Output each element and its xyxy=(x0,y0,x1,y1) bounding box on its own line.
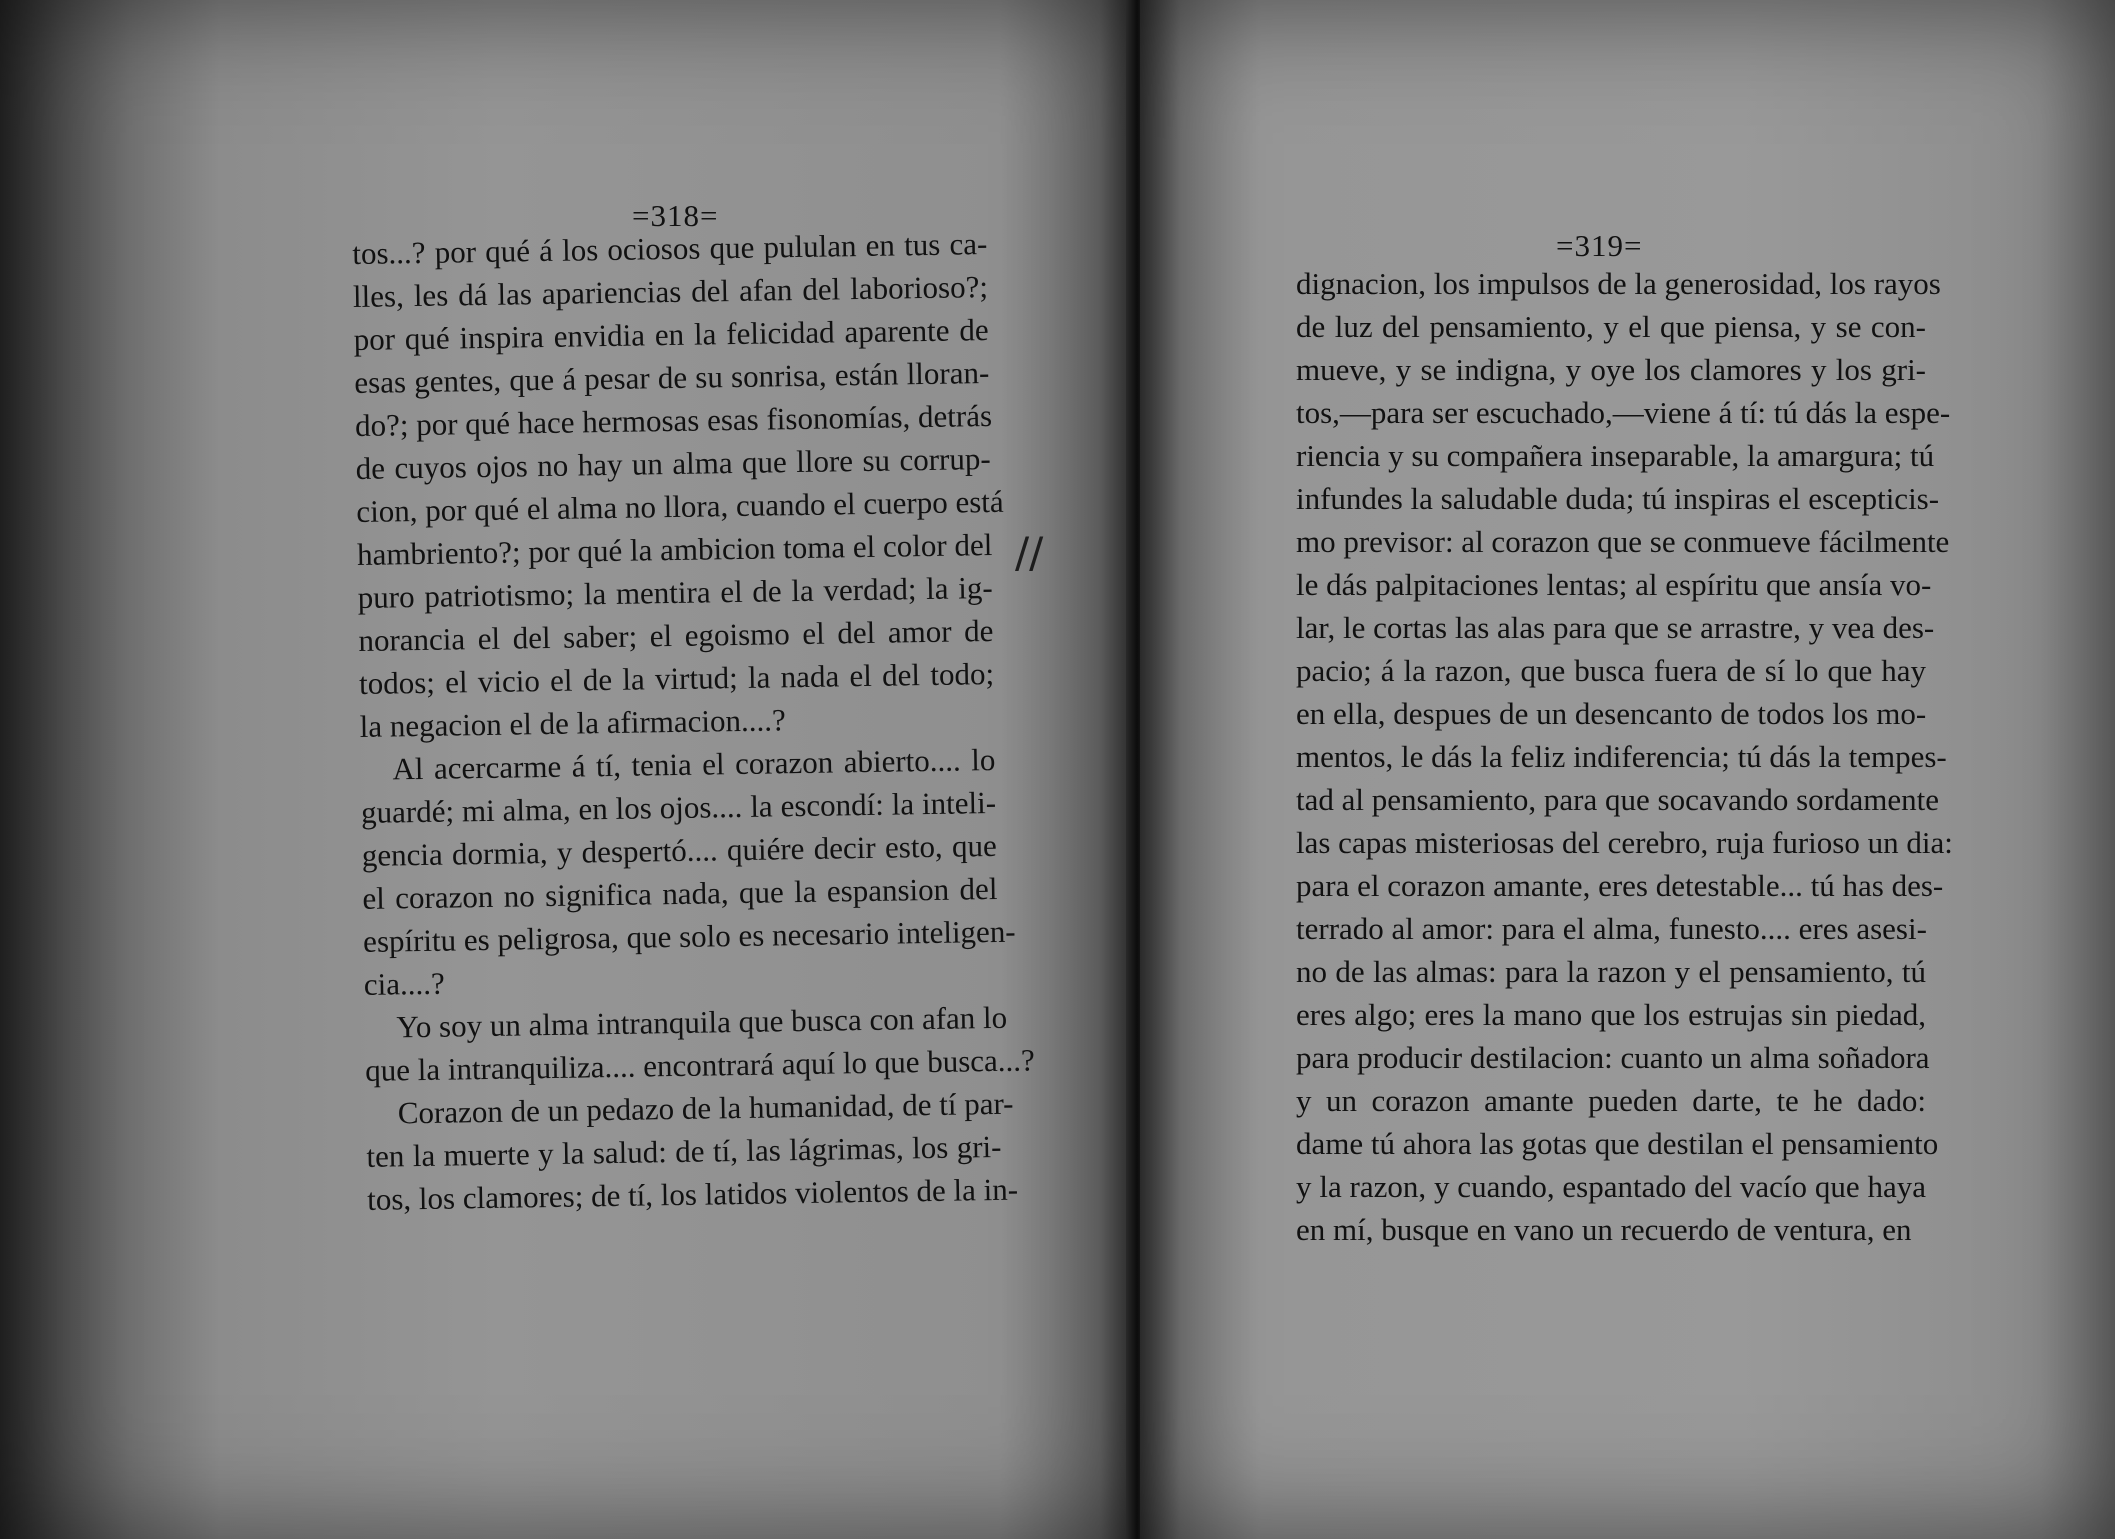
text-line: puro patriotismo; la mentira el de la verdad; la ig- xyxy=(357,569,993,615)
text-line: esas gentes, que á pesar de su sonrisa, están lloran- xyxy=(354,355,990,400)
text-line: infundes la saludable duda; tú inspiras el escepticis- xyxy=(1296,481,1940,516)
text-line: mueve, y se indigna, y oye los clamores y los gri- xyxy=(1296,352,1926,387)
text-line: guardé; mi alma, en los ojos.... la escondí: la inteli- xyxy=(360,784,997,830)
right-page-number: =319= xyxy=(1556,228,1643,263)
text-line: tos,—para ser escuchado,—viene á tí: tú dás la espe- xyxy=(1296,395,1951,430)
text-line: ten la muerte y la salud: de tí, las lágrimas, los gri- xyxy=(366,1128,1002,1174)
text-line: do?; por qué hace hermosas esas fisonomías, detrás xyxy=(354,397,993,443)
text-line: y la razon, y cuando, espantado del vacío que haya xyxy=(1296,1169,1926,1204)
text-line: la negacion el de la afirmacion....? xyxy=(359,702,787,744)
text-line: mentos, le dás la feliz indiferencia; tú dás la tempes- xyxy=(1296,739,1947,774)
text-line: en mí, busque en vano un recuerdo de ventura, en xyxy=(1296,1212,1912,1247)
text-line: lar, le cortas las alas para que se arrastre, y vea des- xyxy=(1296,610,1935,645)
text-line: el corazon no significa nada, que la espansion del xyxy=(362,870,998,916)
text-line: riencia y su compañera inseparable, la amargura; tú xyxy=(1296,438,1935,473)
text-line: mo previsor: al corazon que se conmueve fácilmente xyxy=(1296,524,1950,559)
margin-annotation-mark: // xyxy=(1015,528,1044,577)
text-line: eres algo; eres la mano que los estrujas sin piedad, xyxy=(1296,997,1926,1032)
text-line: de luz del pensamiento, y el que piensa, y se con- xyxy=(1296,309,1926,344)
text-line: todos; el vicio el de la virtud; la nada el del todo; xyxy=(358,655,995,701)
left-page-number: =318= xyxy=(632,198,719,233)
text-line: tos, los clamores; de tí, los latidos violentos de la in- xyxy=(366,1171,1019,1217)
text-line: para el corazon amante, eres detestable... tú has des- xyxy=(1296,868,1944,903)
text-line: en ella, despues de un desencanto de todos los mo- xyxy=(1296,696,1927,731)
text-line: de cuyos ojos no hay un alma que llore su corrup- xyxy=(355,440,991,486)
text-line: Yo soy un alma intranquila que busca con afan lo xyxy=(396,999,1008,1045)
text-line: tos...? por qué á los ociosos que pululan en tus ca- xyxy=(352,226,988,271)
text-line: para producir destilacion: cuanto un alma soñadora xyxy=(1296,1040,1930,1075)
text-line: terrado al amor: para el alma, funesto.... eres asesi- xyxy=(1296,911,1927,946)
text-line: le dás palpitaciones lentas; al espíritu que ansía vo- xyxy=(1296,567,1932,602)
text-line: norancia el del saber; el egoismo el del amor de xyxy=(358,612,994,658)
text-line: espíritu es peligrosa, que solo es necesario inteligen- xyxy=(362,913,1016,959)
right-page-text xyxy=(1296,262,1953,1251)
text-line: gencia dormia, y despertó.... quiére decir esto, que xyxy=(361,827,997,873)
text-line: Corazon de un pedazo de la humanidad, de tí par- xyxy=(397,1085,1014,1131)
right-page xyxy=(1140,0,2115,1539)
text-line: dame tú ahora las gotas que destilan el pensamiento xyxy=(1296,1126,1939,1161)
text-line: cia....? xyxy=(363,965,445,1002)
text-line: por qué inspira envidia en la felicidad aparente de xyxy=(353,312,989,357)
text-line: dignacion, los impulsos de la generosidad, los rayos xyxy=(1296,266,1941,301)
text-line: que la intranquiliza.... encontrará aquí lo que busca...? xyxy=(364,1042,1036,1088)
left-page-text xyxy=(352,222,1036,1221)
text-line: las capas misteriosas del cerebro, ruja furioso un dia: xyxy=(1296,825,1953,860)
text-line: pacio; á la razon, que busca fuera de sí lo que hay xyxy=(1296,653,1926,688)
text-line: tad al pensamiento, para que socavando sordamente xyxy=(1296,782,1940,817)
text-line: Al acercarme á tí, tenia el corazon abierto.... lo xyxy=(392,741,996,787)
text-line: no de las almas: para la razon y el pensamiento, tú xyxy=(1296,954,1926,989)
text-line: hambriento?; por qué la ambicion toma el color del xyxy=(356,526,993,572)
text-line: lles, les dá las apariencias del afan del laborioso?; xyxy=(352,269,989,314)
text-line: y un corazon amante pueden darte, te he dado: xyxy=(1296,1083,1926,1118)
text-line: cion, por qué el alma no llora, cuando el cuerpo está xyxy=(356,483,1004,529)
